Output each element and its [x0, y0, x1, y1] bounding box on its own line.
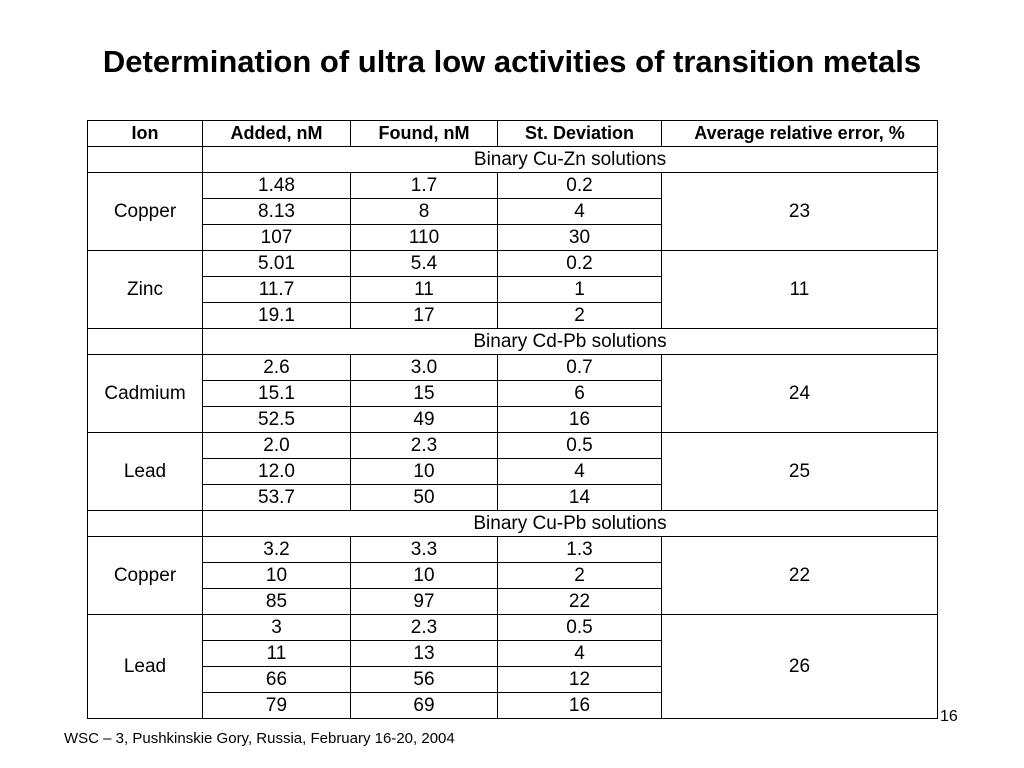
- found-value: 13: [351, 641, 498, 667]
- section-spacer-cell: [88, 329, 203, 355]
- added-value: 2.6: [203, 355, 351, 381]
- section-row: [88, 147, 938, 173]
- footer-text: WSC – 3, Pushkinskie Gory, Russia, February 16-20, 2004: [64, 730, 455, 747]
- found-value: 5.4: [351, 251, 498, 277]
- added-value: 53.7: [203, 485, 351, 511]
- found-value: 49: [351, 407, 498, 433]
- st-deviation-value: 1: [498, 277, 662, 303]
- results-table: [87, 120, 938, 719]
- st-deviation-value: 4: [498, 459, 662, 485]
- st-deviation-value: 16: [498, 407, 662, 433]
- st-deviation-value: 2: [498, 303, 662, 329]
- st-deviation-value: 1.3: [498, 537, 662, 563]
- found-value: 2.3: [351, 615, 498, 641]
- added-value: 3: [203, 615, 351, 641]
- added-value: 1.48: [203, 173, 351, 199]
- found-value: 69: [351, 693, 498, 719]
- st-deviation-value: 0.5: [498, 615, 662, 641]
- header-avg-error: Average relative error, %: [662, 121, 938, 147]
- found-value: 10: [351, 563, 498, 589]
- st-deviation-value: 12: [498, 667, 662, 693]
- added-value: 8.13: [203, 199, 351, 225]
- added-value: 12.0: [203, 459, 351, 485]
- found-value: 3.0: [351, 355, 498, 381]
- found-value: 1.7: [351, 173, 498, 199]
- header-st-deviation: St. Deviation: [498, 121, 662, 147]
- header-row: [88, 121, 938, 147]
- found-value: 110: [351, 225, 498, 251]
- added-value: 107: [203, 225, 351, 251]
- found-value: 8: [351, 199, 498, 225]
- section-label: Binary Cd-Pb solutions: [203, 329, 938, 355]
- section-row: [88, 329, 938, 355]
- found-value: 3.3: [351, 537, 498, 563]
- avg-error-value: 24: [662, 355, 938, 433]
- st-deviation-value: 4: [498, 199, 662, 225]
- table-row: [88, 433, 938, 459]
- st-deviation-value: 16: [498, 693, 662, 719]
- added-value: 85: [203, 589, 351, 615]
- st-deviation-value: 4: [498, 641, 662, 667]
- table-row: [88, 251, 938, 277]
- section-row: [88, 511, 938, 537]
- table-row: [88, 615, 938, 641]
- found-value: 17: [351, 303, 498, 329]
- added-value: 5.01: [203, 251, 351, 277]
- found-value: 50: [351, 485, 498, 511]
- ion-name: Cadmium: [88, 355, 203, 433]
- avg-error-value: 26: [662, 615, 938, 719]
- header-ion: Ion: [88, 121, 203, 147]
- added-value: 2.0: [203, 433, 351, 459]
- added-value: 15.1: [203, 381, 351, 407]
- header-found: Found, nM: [351, 121, 498, 147]
- added-value: 19.1: [203, 303, 351, 329]
- found-value: 56: [351, 667, 498, 693]
- ion-name: Lead: [88, 615, 203, 719]
- table-row: [88, 173, 938, 199]
- st-deviation-value: 14: [498, 485, 662, 511]
- st-deviation-value: 0.2: [498, 173, 662, 199]
- added-value: 3.2: [203, 537, 351, 563]
- found-value: 97: [351, 589, 498, 615]
- added-value: 11: [203, 641, 351, 667]
- ion-name: Zinc: [88, 251, 203, 329]
- added-value: 11.7: [203, 277, 351, 303]
- added-value: 10: [203, 563, 351, 589]
- page-number: 16: [940, 708, 958, 725]
- added-value: 52.5: [203, 407, 351, 433]
- avg-error-value: 22: [662, 537, 938, 615]
- found-value: 15: [351, 381, 498, 407]
- st-deviation-value: 0.5: [498, 433, 662, 459]
- ion-name: Lead: [88, 433, 203, 511]
- found-value: 10: [351, 459, 498, 485]
- section-label: Binary Cu-Zn solutions: [203, 147, 938, 173]
- st-deviation-value: 0.2: [498, 251, 662, 277]
- table-row: [88, 355, 938, 381]
- st-deviation-value: 2: [498, 563, 662, 589]
- added-value: 79: [203, 693, 351, 719]
- avg-error-value: 11: [662, 251, 938, 329]
- found-value: 11: [351, 277, 498, 303]
- table-body: [88, 147, 938, 719]
- section-spacer-cell: [88, 147, 203, 173]
- st-deviation-value: 30: [498, 225, 662, 251]
- section-spacer-cell: [88, 511, 203, 537]
- added-value: 66: [203, 667, 351, 693]
- avg-error-value: 25: [662, 433, 938, 511]
- section-label: Binary Cu-Pb solutions: [203, 511, 938, 537]
- st-deviation-value: 0.7: [498, 355, 662, 381]
- header-added: Added, nM: [203, 121, 351, 147]
- table-row: [88, 537, 938, 563]
- slide-title: Determination of ultra low activities of transition metals: [102, 44, 922, 79]
- ion-name: Copper: [88, 537, 203, 615]
- ion-name: Copper: [88, 173, 203, 251]
- avg-error-value: 23: [662, 173, 938, 251]
- st-deviation-value: 6: [498, 381, 662, 407]
- st-deviation-value: 22: [498, 589, 662, 615]
- found-value: 2.3: [351, 433, 498, 459]
